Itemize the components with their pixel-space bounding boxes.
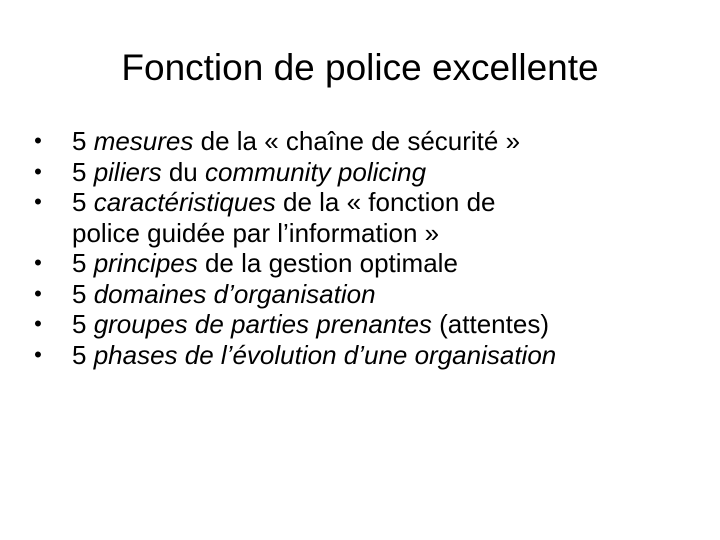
bullet-item <box>24 340 704 371</box>
bullet-text: 5 <box>72 156 94 187</box>
bullet-text: 5 <box>72 187 94 217</box>
bullet-dot-icon: • <box>34 189 42 214</box>
bullet-text: du <box>161 156 205 187</box>
bullet-text-line <box>72 340 704 371</box>
bullet-text-italic: piliers <box>93 156 162 187</box>
bullet-text: de la « chaîne de sécurité » <box>193 126 521 156</box>
bullet-text-line <box>72 248 704 279</box>
bullet-dot-icon: • <box>34 158 42 184</box>
bullet-text: (attentes) <box>431 309 549 339</box>
bullet-text-italic: caractéristiques <box>93 187 276 217</box>
bullet-text: 5 <box>72 248 94 278</box>
bullet-list <box>24 126 704 370</box>
bullet-text: 5 <box>72 278 94 309</box>
bullet-text-line <box>72 126 704 157</box>
bullet-dot-icon: • <box>34 128 42 153</box>
bullet-item <box>24 248 704 279</box>
bullet-text: 5 <box>72 339 94 370</box>
bullet-dot-icon: • <box>34 311 42 336</box>
bullet-text-italic: phases de l’évolution d’une organisation <box>93 339 557 370</box>
bullet-text-line <box>72 279 704 310</box>
bullet-item <box>24 126 704 157</box>
bullet-text: de la « fonction de <box>275 187 496 217</box>
bullet-text-italic: mesures <box>93 126 194 156</box>
bullet-text-line <box>72 157 704 188</box>
bullet-text: 5 <box>72 126 94 156</box>
bullet-dot-icon: • <box>34 280 42 306</box>
bullet-text-line <box>72 309 704 340</box>
bullet-text: police guidée par l’information » <box>72 217 440 248</box>
bullet-item <box>24 157 704 188</box>
bullet-item <box>24 187 704 248</box>
bullet-text-italic: domaines d’organisation <box>93 278 376 309</box>
bullet-text: de la gestion optimale <box>197 248 458 278</box>
bullet-text-italic: principes <box>93 248 198 278</box>
bullet-text-line <box>72 187 704 218</box>
bullet-dot-icon: • <box>34 250 42 275</box>
bullet-text: 5 <box>72 309 94 339</box>
bullet-item <box>24 279 704 310</box>
bullet-dot-icon: • <box>34 341 42 367</box>
bullet-text-line <box>72 218 704 249</box>
bullet-text-italic: groupes de parties prenantes <box>93 309 432 339</box>
bullet-text-italic: community policing <box>204 156 427 187</box>
slide-title: Fonction de police excellente <box>121 47 599 88</box>
bullet-item <box>24 309 704 340</box>
